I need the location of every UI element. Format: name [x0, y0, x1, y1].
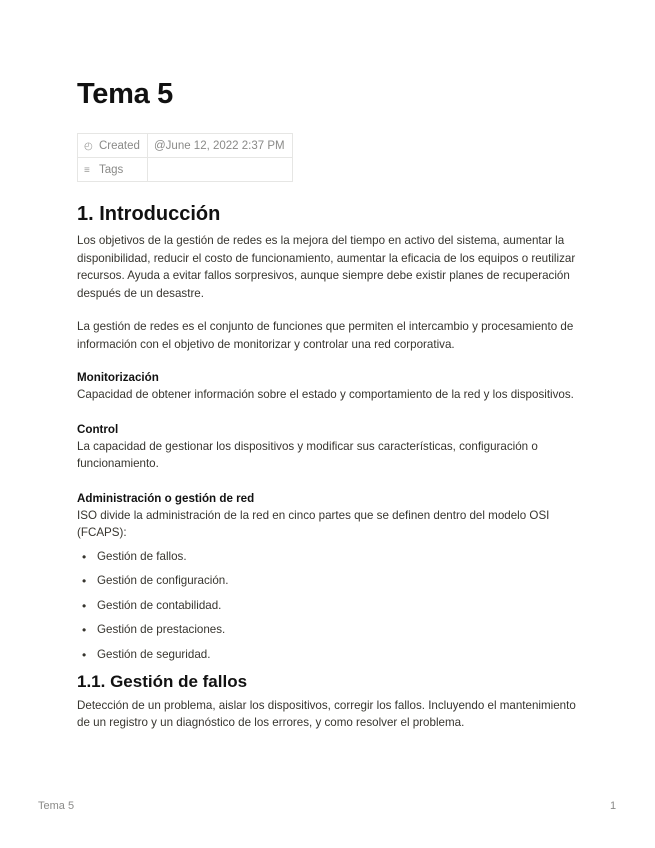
list-item: • Gestión de contabilidad.: [77, 598, 577, 614]
list-item: • Gestión de prestaciones.: [77, 622, 577, 638]
page-title: Tema 5: [77, 78, 173, 110]
list-item: • Gestión de fallos.: [77, 549, 577, 565]
property-key: Created: [99, 139, 140, 152]
document-content: [77, 203, 577, 732]
section-heading-intro: 1. Introducción: [77, 203, 221, 225]
clock-icon: ◴: [84, 140, 93, 152]
list-item: • Gestión de seguridad.: [77, 647, 577, 663]
fcaps-list: [77, 549, 577, 663]
paragraph: Capacidad de obtener información sobre el estado y comportamiento de la red y los dispositivos.: [77, 388, 574, 401]
footer-doc-title: Tema 5: [38, 800, 75, 812]
list-item: • Gestión de configuración.: [77, 573, 577, 589]
paragraph: Los objetivos de la gestión de redes es la mejora del tiempo en activo del sistema, aumentar la disponibilidad, reducir el costo de funcionamiento, aumentar la eficacia de los equipos o reutilizar recursos. Ayuda a evitar fallos sorpresivos, aunque siempre debe existir planes de recuperación después de un desastre.: [77, 234, 576, 300]
property-value[interactable]: @June 12, 2022 2:37 PM: [148, 134, 293, 158]
list-icon: ≡: [84, 164, 90, 176]
paragraph: La capacidad de gestionar los dispositivos y modificar sus características, configuración o funcionamiento.: [77, 439, 538, 470]
paragraph: ISO divide la administración de la red en cinco partes que se definen dentro del modelo OSI (FCAPS):: [77, 508, 550, 539]
subheading-control: Control: [77, 422, 119, 436]
footer-page-number: 1: [610, 800, 617, 812]
paragraph: Detección de un problema, aislar los dispositivos, corregir los fallos. Incluyendo el mantenimiento de un registro y un diagnóstico de los errores, y como resolver el problema.: [77, 698, 576, 729]
property-value[interactable]: [148, 158, 293, 182]
subheading-administracion: Administración o gestión de red: [77, 491, 255, 505]
property-key: Tags: [99, 163, 124, 176]
property-row-created: [78, 134, 293, 158]
paragraph: La gestión de redes es el conjunto de funciones que permiten el intercambio y procesamiento de información con el objetivo de monitorizar y controlar una red corporativa.: [77, 320, 574, 351]
property-row-tags: [78, 158, 293, 182]
properties-table: [77, 133, 293, 182]
section-heading-fallos: 1.1. Gestión de fallos: [77, 671, 248, 691]
subheading-monitorizacion: Monitorización: [77, 371, 159, 384]
